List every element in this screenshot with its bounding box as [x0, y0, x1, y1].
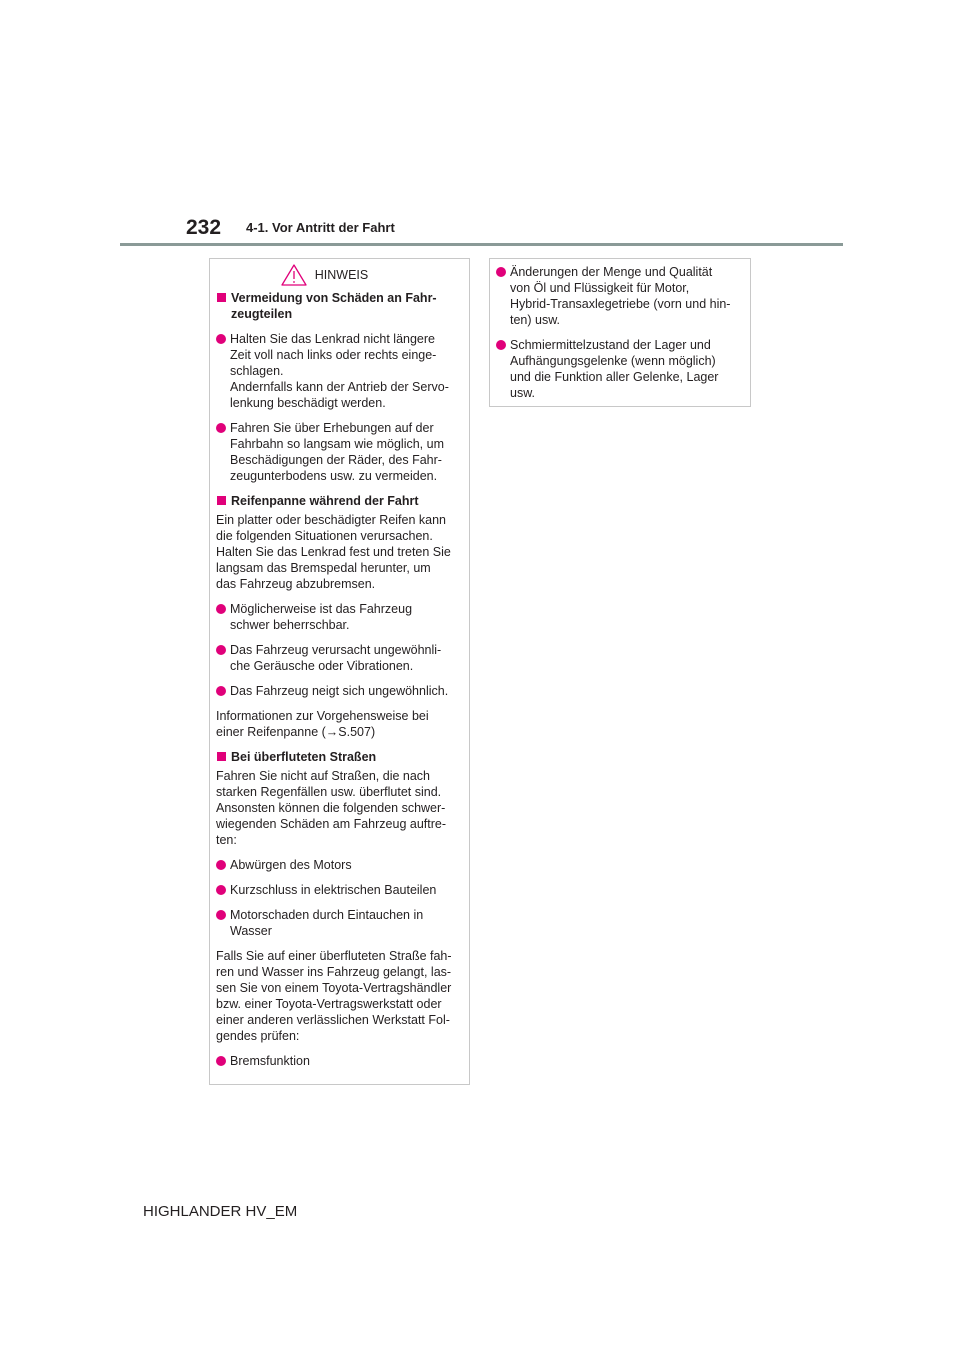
circle-bullet-icon: [216, 604, 226, 614]
square-bullet-icon: [217, 752, 226, 761]
bullet-text: Kurzschluss in elektrischen Bauteilen: [230, 883, 437, 897]
bullet-text: Motorschaden durch Eintauchen in Wasser: [230, 908, 424, 938]
bullet-text: Möglicherweise ist das Fahrzeug schwer beherrschbar.: [230, 602, 413, 632]
bullet-item: [216, 857, 463, 873]
bullet-text: Bremsfunktion: [230, 1054, 310, 1068]
note-box-right: [489, 258, 751, 407]
footer-model: HIGHLANDER HV_EM: [143, 1203, 298, 1220]
heading-reifenpanne: [216, 493, 463, 509]
bullet-item: [496, 337, 744, 401]
heading-text: Bei überfluteten Straßen: [231, 750, 377, 764]
bullet-item: [216, 420, 463, 484]
note-box-left: [209, 258, 470, 1085]
page-number: 232: [186, 216, 222, 239]
circle-bullet-icon: [216, 885, 226, 895]
heading-vermeidung: [216, 290, 463, 322]
bullet-item: [216, 601, 463, 633]
bullet-text: Fahren Sie über Erhebungen auf der Fahrbahn so langsam wie möglich, um Beschädigungen der Räder, des Fahr- zeugunterbodens usw. zu vermeiden.: [230, 421, 444, 483]
circle-bullet-icon: [216, 334, 226, 344]
bullet-text: Änderungen der Menge und Qualität von Öl und Flüssigkeit für Motor, Hybrid-Transaxlegetriebe (vorn und hin- ten) usw.: [510, 265, 731, 327]
bullet-item: [496, 264, 744, 328]
section-title: 4-1. Vor Antritt der Fahrt: [246, 220, 395, 235]
heading-text: Reifenpanne während der Fahrt: [231, 494, 419, 508]
circle-bullet-icon: [216, 860, 226, 870]
paragraph-reference: Informationen zur Vorgehensweise bei einer Reifenpanne (→S.507): [216, 709, 429, 739]
circle-bullet-icon: [216, 1056, 226, 1066]
circle-bullet-icon: [496, 267, 506, 277]
bullet-text: Das Fahrzeug neigt sich ungewöhnlich.: [230, 684, 449, 698]
bullet-item: [216, 642, 463, 674]
circle-bullet-icon: [216, 645, 226, 655]
bullet-item: [216, 683, 463, 699]
note-label: HINWEIS: [314, 267, 369, 282]
circle-bullet-icon: [216, 910, 226, 920]
bullet-text: Schmiermittelzustand der Lager und Aufhängungsgelenke (wenn möglich) und die Funktion aller Gelenke, Lager usw.: [510, 338, 719, 400]
paragraph: Ein platter oder beschädigter Reifen kann die folgenden Situationen verursachen. Halten Sie das Lenkrad fest und treten Sie langsam das Bremspedal herunter, um das Fahrzeug abzubremsen.: [216, 513, 451, 591]
bullet-text: Abwürgen des Motors: [230, 858, 352, 872]
bullet-item: [216, 1053, 463, 1069]
bullet-text: Halten Sie das Lenkrad nicht längere Zeit voll nach links oder rechts einge- schlagen. Andernfalls kann der Antrieb der Servo- lenkung beschädigt werden.: [230, 332, 449, 410]
bullet-text: Das Fahrzeug verursacht ungewöhnli- che Geräusche oder Vibrationen.: [230, 643, 442, 673]
circle-bullet-icon: [216, 686, 226, 696]
heading-ueberflutet: [216, 749, 463, 765]
circle-bullet-icon: [496, 340, 506, 350]
paragraph: Falls Sie auf einer überfluteten Straße fah- ren und Wasser ins Fahrzeug gelangt, las- sen Sie von einem Toyota-Vertragshändler bzw. einer Toyota-Vertragswerkstatt oder einer anderen verlässlichen Werkstatt Fol- gendes prüfen:: [216, 949, 452, 1043]
bullet-item: [216, 331, 463, 411]
circle-bullet-icon: [216, 423, 226, 433]
bullet-item: [216, 882, 463, 898]
square-bullet-icon: [217, 496, 226, 505]
heading-text: Vermeidung von Schäden an Fahr- zeugteilen: [231, 291, 437, 321]
warning-triangle-icon: [281, 264, 307, 286]
square-bullet-icon: [217, 293, 226, 302]
header-rule: [120, 243, 843, 246]
bullet-item: [216, 907, 463, 939]
paragraph: Fahren Sie nicht auf Straßen, die nach starken Regenfällen usw. überflutet sind. Ansonsten können die folgenden schwer- wiegenden Schäden am Fahrzeug auftre- ten:: [216, 769, 447, 847]
note-box-header: [216, 259, 463, 290]
